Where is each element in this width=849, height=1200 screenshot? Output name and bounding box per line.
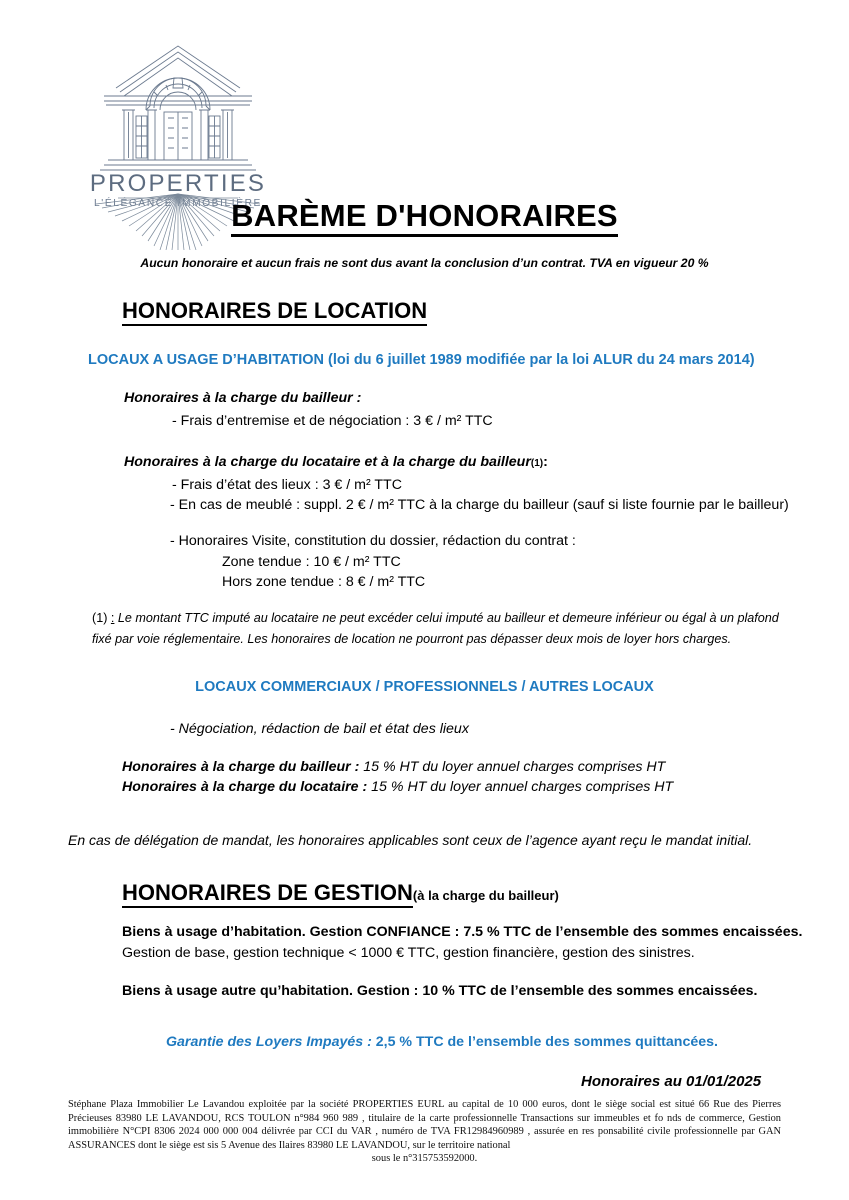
value-commercial-locataire: 15 % HT du loyer annuel charges comprises HT: [371, 779, 674, 795]
row-commercial-locataire: [122, 777, 673, 797]
value-commercial-bailleur: 15 % HT du loyer annuel charges comprises HT: [363, 759, 666, 775]
note-delegation-mandat: En cas de délégation de mandat, les honoraires applicables sont ceux de l’agence ayant reçu le mandat initial.: [68, 832, 753, 848]
item-commercial-negociation: - Négociation, rédaction de bail et état des lieux: [170, 721, 469, 737]
page-title-text: BARÈME D'HONORAIRES: [231, 198, 618, 237]
item-visite-fee: - Honoraires Visite, constitution du dossier, rédaction du contrat :: [170, 533, 576, 549]
company-logo: [78, 30, 278, 210]
footnote-number: (1): [92, 611, 108, 625]
honoraires-date: Honoraires au 01/01/2025: [581, 1073, 762, 1090]
footnote-1: [92, 608, 784, 650]
section-heading-location: [122, 298, 427, 324]
section-heading-gestion: [122, 880, 559, 906]
value-garantie-loyers: 2,5 % TTC de l’ensemble des sommes quittancées.: [375, 1034, 718, 1050]
legal-footer-last-line: sous le n°315753592000.: [371, 1153, 478, 1165]
label-locataire-bailleur-fees: [124, 452, 548, 474]
gestion-autre-line: Biens à usage autre qu’habitation. Gestion : 10 % TTC de l’ensemble des sommes encaissées.: [122, 983, 758, 999]
section-heading-gestion-suffix: (à la charge du bailleur): [412, 888, 559, 903]
item-locataire-fee-2: - En cas de meublé : suppl. 2 € / m² TTC à la charge du bailleur (sauf si liste fournie par le bailleur): [170, 497, 789, 513]
subheading-habitation: LOCAUX A USAGE D’HABITATION (loi du 6 juillet 1989 modifiée par la loi ALUR du 24 mars 2014): [88, 352, 755, 368]
item-zone-tendue: Zone tendue : 10 € / m² TTC: [222, 554, 401, 570]
label-locataire-bailleur-text: Honoraires à la charge du locataire et à la charge du bailleur: [124, 454, 531, 470]
label-locataire-colon: :: [543, 454, 548, 470]
row-commercial-bailleur: [122, 757, 665, 777]
label-commercial-locataire: Honoraires à la charge du locataire :: [122, 779, 368, 795]
legal-footer: [68, 1098, 781, 1166]
section-heading-gestion-text: HONORAIRES DE GESTION: [122, 880, 413, 908]
gestion-habitation-line: Biens à usage d’habitation. Gestion CONFIANCE : 7.5 % TTC de l’ensemble des sommes encaissées.: [122, 924, 803, 940]
footnote-reference-inline: (1): [530, 458, 544, 469]
section-heading-location-text: HONORAIRES DE LOCATION: [122, 298, 427, 326]
footnote-body: Le montant TTC imputé au locataire ne peut excéder celui imputé au bailleur et demeure inférieur ou égal à un plafond fixé par voie réglementaire. Les honoraires de location ne pourront pas dépasser deux mois de loyer hors charges.: [92, 611, 779, 646]
label-garantie-loyers: Garantie des Loyers Impayés :: [166, 1034, 372, 1050]
label-bailleur-fees: Honoraires à la charge du bailleur :: [124, 390, 362, 406]
item-locataire-fee-1: - Frais d’état des lieux : 3 € / m² TTC: [172, 477, 402, 493]
page-subtitle: Aucun honoraire et aucun frais ne sont dus avant la conclusion d’un contrat. TVA en vigueur 20 %: [140, 256, 709, 270]
logo-graphic: [78, 30, 278, 210]
subheading-commercial: LOCAUX COMMERCIAUX / PROFESSIONNELS / AUTRES LOCAUX: [195, 679, 654, 695]
legal-footer-text: Stéphane Plaza Immobilier Le Lavandou exploitée par la société PROPERTIES EURL au capital de 10 000 euros, dont le siège social est situé 66 Rue des Pierres Précieuses 83980 LE LAVANDOU, RCS TOULON n°984 960 989 , titulaire de la carte professionnelle Transactions sur immeubles et fo nds de commerce, Gestion immobilière N°CPI 8306 2024 000 000 004 délivrée par CCI du VAR , numéro de TVA FR12984960989 , assurée en res ponsabilité civile professionnelle par GAN ASSURANCES dont le siège est sis 5 Avenue des Ilaires 83980 LE LAVANDOU, sur le territoire national: [68, 1099, 781, 1151]
page-title: [0, 198, 849, 234]
logo-brand-text: PROPERTIES: [89, 170, 267, 197]
row-garantie-loyers: [166, 1032, 718, 1052]
logo-tagline-text: L'ÉLÉGANCE IMMOBILIÈRE: [94, 198, 262, 209]
footnote-colon: :: [110, 611, 115, 625]
item-hors-zone-tendue: Hors zone tendue : 8 € / m² TTC: [222, 574, 426, 590]
gestion-habitation-detail: Gestion de base, gestion technique < 1000 € TTC, gestion financière, gestion des sinistres.: [122, 945, 695, 961]
item-bailleur-fee-1: - Frais d’entremise et de négociation : 3 € / m² TTC: [172, 413, 493, 429]
label-commercial-bailleur: Honoraires à la charge du bailleur :: [122, 759, 360, 775]
